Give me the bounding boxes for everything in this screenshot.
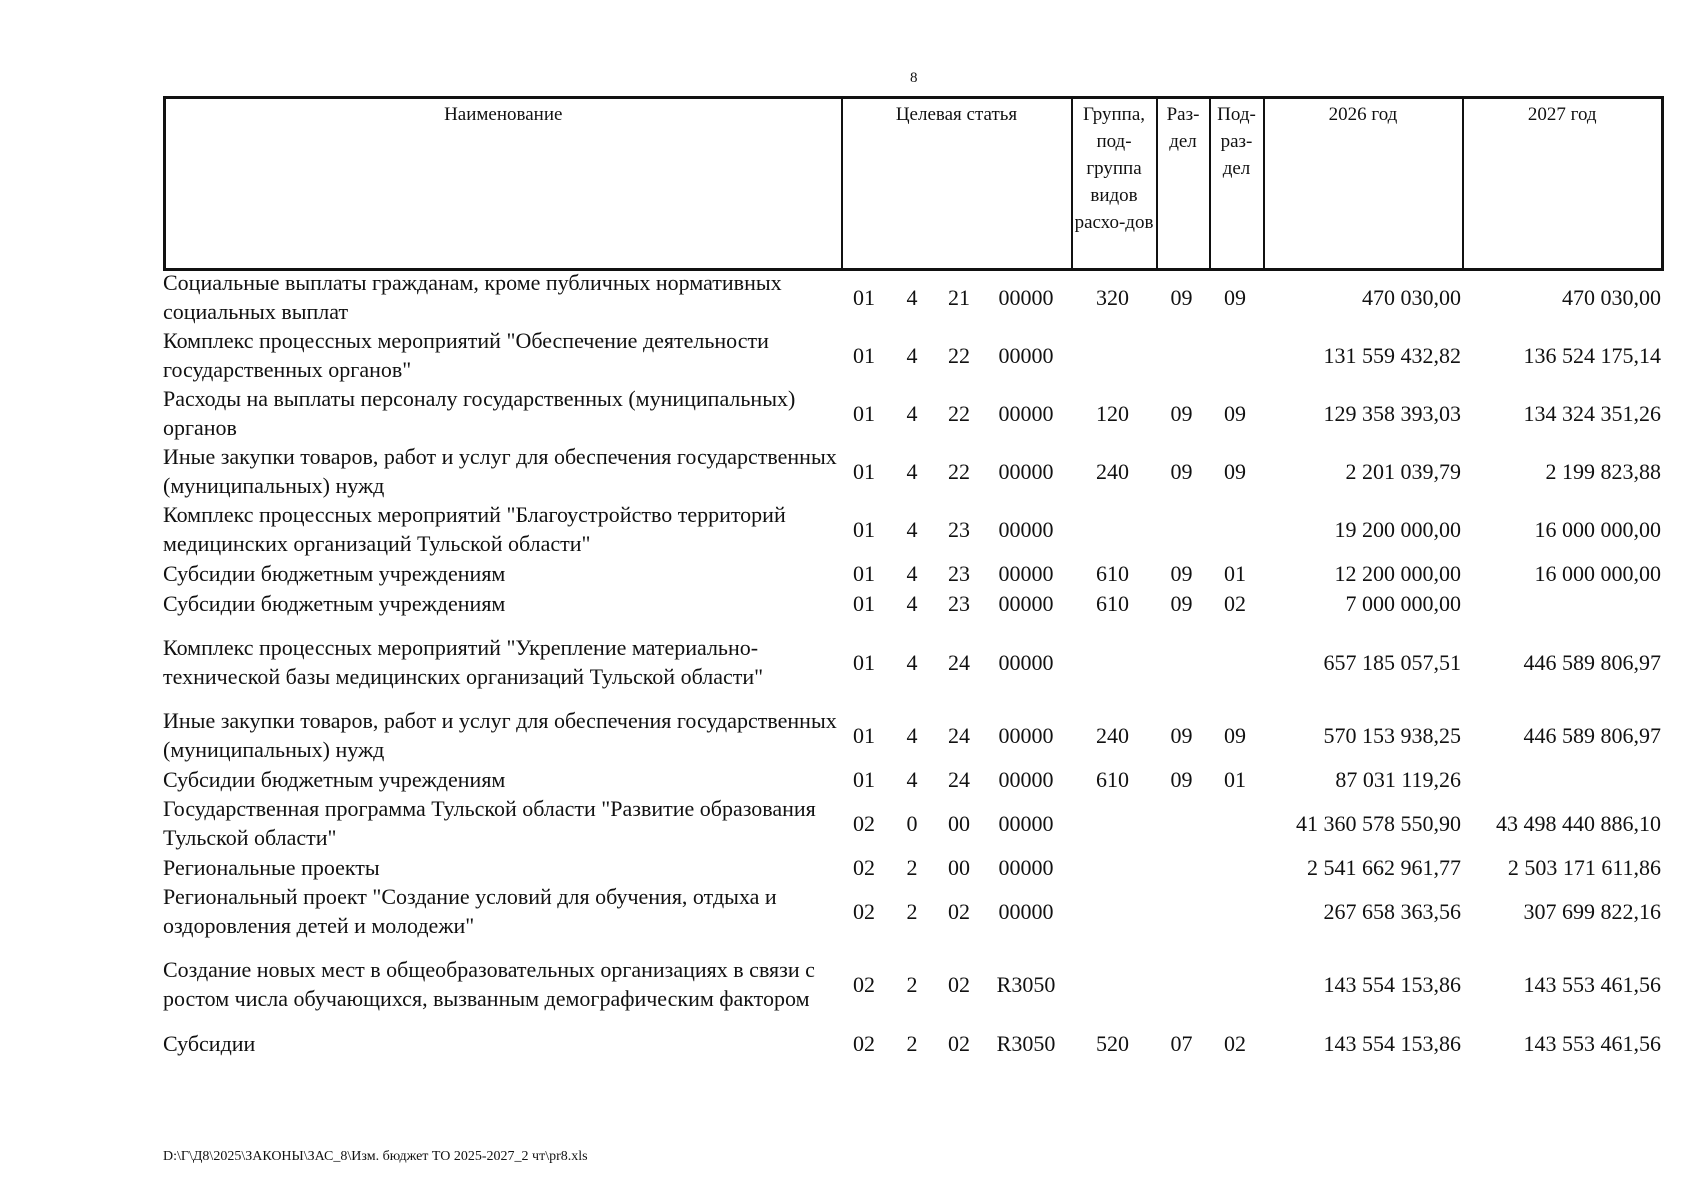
table-row bbox=[163, 268, 1661, 326]
row-name: Комплекс процессных мероприятий "Благоустройство территорий медицинских организаций Тульской области" bbox=[163, 502, 786, 556]
target-code-type: 4 bbox=[906, 516, 918, 542]
subsection-code bbox=[1208, 852, 1262, 882]
target-code-direction: 00000 bbox=[998, 898, 1054, 924]
amount-2026: 131 559 432,82 bbox=[1323, 342, 1461, 368]
amount-2026: 7 000 000,00 bbox=[1345, 590, 1461, 616]
section-code: 09 bbox=[1170, 590, 1193, 616]
section-code bbox=[1155, 940, 1208, 1028]
amount-2027: 134 324 351,26 bbox=[1523, 400, 1661, 426]
target-code-structure: 23 bbox=[948, 590, 970, 616]
expense-group: 520 bbox=[1096, 1030, 1129, 1056]
row-name: Комплекс процессных мероприятий "Укрепление материально-технической базы медицинских организаций Тульской области" bbox=[163, 635, 764, 689]
target-code-structure: 02 bbox=[948, 898, 970, 924]
target-code-structure: 00 bbox=[948, 854, 970, 880]
amount-2026: 570 153 938,25 bbox=[1323, 722, 1461, 748]
amount-2026: 87 031 119,26 bbox=[1335, 766, 1461, 792]
amount-2027: 2 503 171 611,86 bbox=[1507, 854, 1661, 880]
amount-2026: 143 554 153,86 bbox=[1323, 1030, 1461, 1056]
table-row bbox=[163, 852, 1661, 882]
amount-2027: 446 589 806,97 bbox=[1523, 649, 1661, 675]
target-code-structure: 23 bbox=[948, 516, 970, 542]
target-code-structure: 22 bbox=[948, 342, 970, 368]
target-code-structure: 24 bbox=[948, 766, 970, 792]
table-row bbox=[163, 326, 1661, 384]
header-subsection: Под-раз-дел bbox=[1210, 98, 1264, 270]
section-code: 09 bbox=[1170, 722, 1193, 748]
row-name: Субсидии бюджетным учреждениям bbox=[163, 766, 506, 792]
subsection-code: 09 bbox=[1224, 458, 1246, 484]
table-row bbox=[163, 588, 1661, 618]
row-name: Субсидии бюджетным учреждениям bbox=[163, 560, 506, 586]
target-code-direction: 00000 bbox=[998, 590, 1054, 616]
target-code-structure: 00 bbox=[948, 810, 970, 836]
target-code-direction: 00000 bbox=[998, 766, 1054, 792]
amount-2026: 2 201 039,79 bbox=[1345, 458, 1461, 484]
section-code: 07 bbox=[1170, 1030, 1193, 1056]
section-code: 09 bbox=[1170, 284, 1193, 310]
amount-2026: 143 554 153,86 bbox=[1323, 971, 1461, 997]
subsection-code: 09 bbox=[1224, 722, 1246, 748]
target-code-direction: 00000 bbox=[998, 458, 1054, 484]
row-name: Расходы на выплаты персоналу государственных (муниципальных) органов bbox=[163, 386, 796, 440]
footer-file-path: D:\Г\Д8\2025\ЗАКОНЫ\ЗАС_8\Изм. бюджет ТО 2025-2027_2 чт\pr8.xls bbox=[163, 1149, 588, 1164]
expense-group bbox=[1070, 940, 1155, 1028]
subsection-code: 02 bbox=[1224, 1030, 1246, 1056]
target-code-direction: 00000 bbox=[998, 854, 1054, 880]
subsection-code bbox=[1208, 882, 1262, 940]
target-code-direction: 00000 bbox=[998, 649, 1054, 675]
row-name: Иные закупки товаров, работ и услуг для обеспечения государственных (муниципальных) нужд bbox=[163, 444, 837, 498]
target-code-structure: 24 bbox=[948, 722, 970, 748]
subsection-code: 01 bbox=[1224, 560, 1246, 586]
amount-2026: 470 030,00 bbox=[1362, 284, 1461, 310]
target-code-direction: R3050 bbox=[996, 971, 1056, 997]
budget-table bbox=[163, 268, 1661, 1058]
row-name: Социальные выплаты гражданам, кроме публичных нормативных социальных выплат bbox=[163, 270, 782, 324]
target-code-type: 4 bbox=[906, 649, 918, 675]
expense-group: 610 bbox=[1096, 766, 1129, 792]
target-code-type: 4 bbox=[906, 560, 918, 586]
target-code-program: 01 bbox=[853, 342, 875, 368]
section-code: 09 bbox=[1170, 560, 1193, 586]
subsection-code: 09 bbox=[1224, 400, 1246, 426]
target-code-type: 4 bbox=[906, 766, 918, 792]
target-code-structure: 22 bbox=[948, 400, 970, 426]
row-name: Создание новых мест в общеобразовательных организациях в связи с ростом числа обучающихся, вызванным демографическим фактором bbox=[163, 957, 815, 1011]
row-name: Иные закупки товаров, работ и услуг для обеспечения государственных (муниципальных) нужд bbox=[163, 708, 837, 762]
amount-2026: 657 185 057,51 bbox=[1323, 649, 1461, 675]
amount-2027: 143 553 461,56 bbox=[1523, 1030, 1661, 1056]
target-code-structure: 02 bbox=[948, 971, 970, 997]
row-name: Субсидии бюджетным учреждениям bbox=[163, 590, 506, 616]
header-name: Наименование bbox=[165, 98, 842, 270]
table-row bbox=[163, 706, 1661, 764]
header-section: Раз-дел bbox=[1157, 98, 1210, 270]
amount-2026: 267 658 363,56 bbox=[1323, 898, 1461, 924]
section-code bbox=[1155, 500, 1208, 558]
subsection-code: 09 bbox=[1224, 284, 1246, 310]
subsection-code: 02 bbox=[1224, 590, 1246, 616]
table-row bbox=[163, 764, 1661, 794]
target-code-program: 02 bbox=[853, 854, 875, 880]
subsection-code bbox=[1208, 940, 1262, 1028]
target-code-program: 01 bbox=[853, 590, 875, 616]
target-code-type: 2 bbox=[906, 971, 918, 997]
target-code-structure: 21 bbox=[948, 284, 970, 310]
expense-group bbox=[1070, 852, 1155, 882]
expense-group bbox=[1070, 882, 1155, 940]
amount-2027: 2 199 823,88 bbox=[1545, 458, 1661, 484]
target-code-direction: 00000 bbox=[998, 342, 1054, 368]
target-code-program: 01 bbox=[853, 766, 875, 792]
expense-group: 120 bbox=[1096, 400, 1129, 426]
section-code: 09 bbox=[1170, 458, 1193, 484]
table-row bbox=[163, 882, 1661, 940]
target-code-type: 4 bbox=[906, 722, 918, 748]
subsection-code bbox=[1208, 500, 1262, 558]
section-code bbox=[1155, 882, 1208, 940]
target-code-type: 2 bbox=[906, 1030, 918, 1056]
expense-group bbox=[1070, 794, 1155, 852]
amount-2026: 129 358 393,03 bbox=[1323, 400, 1461, 426]
target-code-program: 01 bbox=[853, 649, 875, 675]
section-code: 09 bbox=[1170, 766, 1193, 792]
target-code-type: 2 bbox=[906, 854, 918, 880]
expense-group: 610 bbox=[1096, 560, 1129, 586]
target-code-type: 4 bbox=[906, 590, 918, 616]
expense-group: 240 bbox=[1096, 722, 1129, 748]
target-code-program: 01 bbox=[853, 458, 875, 484]
target-code-type: 4 bbox=[906, 458, 918, 484]
amount-2027 bbox=[1461, 764, 1661, 794]
subsection-code bbox=[1208, 618, 1262, 706]
target-code-direction: 00000 bbox=[998, 284, 1054, 310]
table-row bbox=[163, 940, 1661, 1028]
table-row bbox=[163, 794, 1661, 852]
section-code bbox=[1155, 852, 1208, 882]
subsection-code bbox=[1208, 794, 1262, 852]
amount-2027: 470 030,00 bbox=[1562, 284, 1661, 310]
target-code-program: 02 bbox=[853, 810, 875, 836]
target-code-direction: 00000 bbox=[998, 400, 1054, 426]
amount-2026: 12 200 000,00 bbox=[1334, 560, 1461, 586]
table-row bbox=[163, 558, 1661, 588]
expense-group bbox=[1070, 618, 1155, 706]
section-code bbox=[1155, 794, 1208, 852]
amount-2027: 16 000 000,00 bbox=[1534, 516, 1661, 542]
target-code-program: 02 bbox=[853, 971, 875, 997]
amount-2026: 19 200 000,00 bbox=[1334, 516, 1461, 542]
subsection-code: 01 bbox=[1224, 766, 1246, 792]
target-code-structure: 24 bbox=[948, 649, 970, 675]
header-group: Группа, под-группа видов расхо-дов bbox=[1072, 98, 1157, 270]
row-name: Региональные проекты bbox=[163, 854, 380, 880]
target-code-type: 4 bbox=[906, 284, 918, 310]
target-code-program: 01 bbox=[853, 560, 875, 586]
expense-group: 240 bbox=[1096, 458, 1129, 484]
header-target-article: Целевая статья bbox=[842, 98, 1072, 270]
amount-2026: 2 541 662 961,77 bbox=[1307, 854, 1461, 880]
target-code-program: 01 bbox=[853, 400, 875, 426]
header-year-2026: 2026 год bbox=[1264, 98, 1463, 270]
table-row bbox=[163, 1028, 1661, 1058]
expense-group bbox=[1070, 326, 1155, 384]
target-code-program: 02 bbox=[853, 1030, 875, 1056]
target-code-structure: 02 bbox=[948, 1030, 970, 1056]
amount-2027: 16 000 000,00 bbox=[1534, 560, 1661, 586]
target-code-structure: 23 bbox=[948, 560, 970, 586]
target-code-program: 01 bbox=[853, 284, 875, 310]
amount-2027: 43 498 440 886,10 bbox=[1496, 810, 1661, 836]
amount-2026: 41 360 578 550,90 bbox=[1296, 810, 1461, 836]
page-number: 8 bbox=[910, 70, 918, 86]
target-code-direction: R3050 bbox=[996, 1030, 1056, 1056]
target-code-type: 0 bbox=[906, 810, 918, 836]
target-code-structure: 22 bbox=[948, 458, 970, 484]
target-code-type: 4 bbox=[906, 400, 918, 426]
row-name: Субсидии bbox=[163, 1030, 256, 1056]
target-code-program: 01 bbox=[853, 722, 875, 748]
table-row bbox=[163, 500, 1661, 558]
expense-group: 320 bbox=[1096, 284, 1129, 310]
target-code-type: 2 bbox=[906, 898, 918, 924]
table-header bbox=[163, 96, 1664, 271]
amount-2027: 307 699 822,16 bbox=[1523, 898, 1661, 924]
expense-group: 610 bbox=[1096, 590, 1129, 616]
table-row bbox=[163, 442, 1661, 500]
section-code: 09 bbox=[1170, 400, 1193, 426]
expense-group bbox=[1070, 500, 1155, 558]
section-code bbox=[1155, 326, 1208, 384]
row-name: Региональный проект "Создание условий для обучения, отдыха и оздоровления детей и молодежи" bbox=[163, 884, 777, 938]
header-year-2027: 2027 год bbox=[1463, 98, 1663, 270]
subsection-code bbox=[1208, 326, 1262, 384]
target-code-direction: 00000 bbox=[998, 560, 1054, 586]
section-code bbox=[1155, 618, 1208, 706]
target-code-direction: 00000 bbox=[998, 722, 1054, 748]
amount-2027: 446 589 806,97 bbox=[1523, 722, 1661, 748]
target-code-program: 02 bbox=[853, 898, 875, 924]
target-code-type: 4 bbox=[906, 342, 918, 368]
table-row bbox=[163, 384, 1661, 442]
amount-2027: 143 553 461,56 bbox=[1523, 971, 1661, 997]
target-code-direction: 00000 bbox=[998, 516, 1054, 542]
target-code-direction: 00000 bbox=[998, 810, 1054, 836]
amount-2027: 136 524 175,14 bbox=[1523, 342, 1661, 368]
table-row bbox=[163, 618, 1661, 706]
amount-2027 bbox=[1461, 588, 1661, 618]
row-name: Комплекс процессных мероприятий "Обеспечение деятельности государственных органов" bbox=[163, 328, 769, 382]
target-code-program: 01 bbox=[853, 516, 875, 542]
row-name: Государственная программа Тульской области "Развитие образования Тульской области" bbox=[163, 796, 816, 850]
